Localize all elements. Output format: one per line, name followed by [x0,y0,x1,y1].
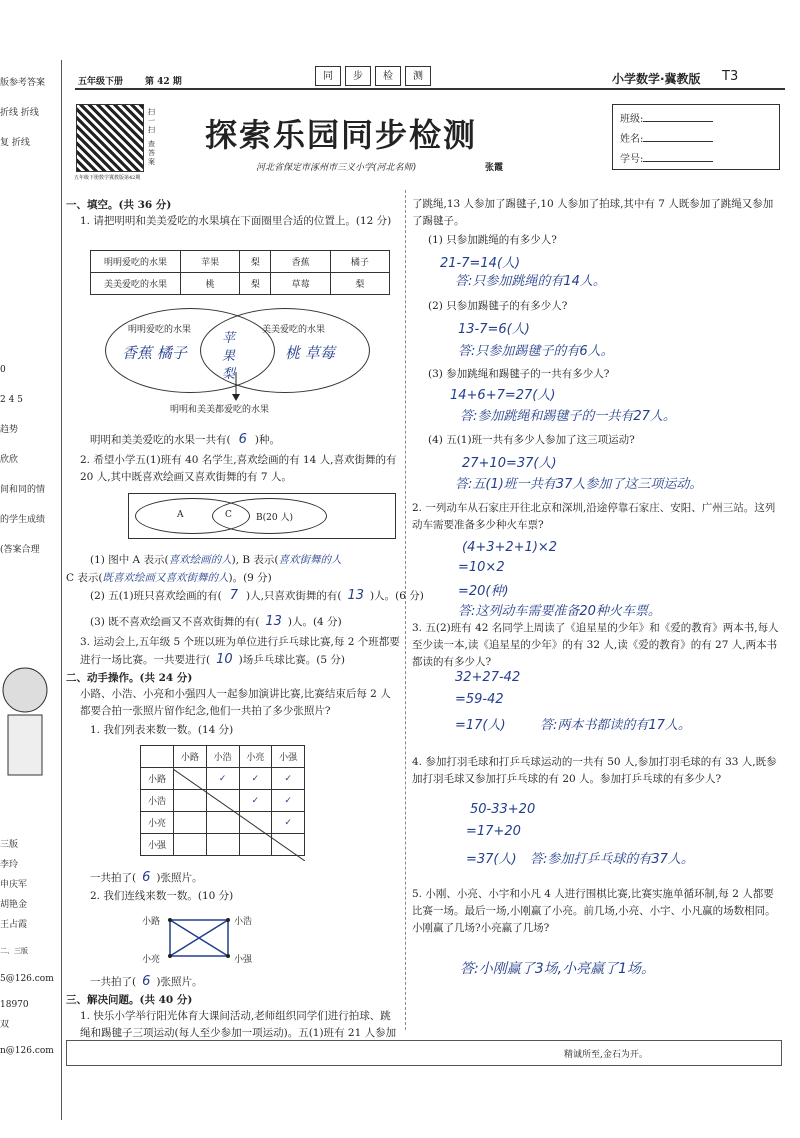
section-1-title: 一、填空。(共 36 分) [66,199,172,211]
section-2-title: 二、动手操作。(共 24 分) [66,672,193,684]
node-label: 小亮 [142,955,161,965]
hw-4a: 50-33+20 [470,802,536,817]
s2-intro: 小路、小浩、小亮和小强四人一起参加演讲比赛,比赛结束后每 2 人都要合拍一张照片留作纪念,他们一共拍了多少张照片? [80,688,391,717]
s1-q2a: (1) 图中 A 表示(喜欢绘画的人), B 表示(喜欢街舞的人 [90,554,342,566]
hw-venn-left: 香蕉 橘子 [122,344,187,362]
s1-q2c: (3) 既不喜欢绘画又不喜欢街舞的有( 13 )人。(4 分) [90,614,342,629]
hw-1-2a: 13-7=6(人) [458,322,530,337]
strip-item: 2 4 5 [0,395,23,405]
hw-2a: (4+3+2+1)×2 [462,540,558,555]
s3-q3: 3. 五(2)班有 42 名同学上周读了《追星星的少年》和《爱的教育》两本书,每人至少读一本,读《追星星的少年》的有 32 人,读《爱的教育》的有 27 人,两本书都读的有多少人? [412,622,779,668]
hw-4c: =37(人) [466,852,517,867]
strip-item: 复 折线 [0,138,30,148]
venn-arrow [229,372,243,402]
left-strip-list-2 [0,355,62,565]
qr-caption-2: 查答案 [148,140,155,166]
issue-label: 第 42 期 [145,77,182,87]
hw-3c: =17(人) [455,718,506,733]
photo-table: 小路 小浩 小亮 小强 小路 ✓ ✓ ✓ 小浩 ✓ ✓ 小亮 ✓ 小强 [140,745,305,856]
node-label: 小浩 [234,917,253,927]
footer-motto: 精诚所至,金石为开。 [564,1050,648,1060]
strip-item: 的学生成绩 [0,515,46,525]
s2-ans2: 一共拍了( 6 )张照片。 [90,974,203,989]
hw-4b: =17+20 [466,824,521,839]
class-field[interactable]: 班级: [620,110,713,130]
hw-1-1a: 21-7=14(人) [440,256,521,271]
hw-2d: 答:这列动车需要准备20种火车票。 [458,604,661,619]
hw-2c: =20(种) [458,584,509,599]
s2-q2: 2. 我们连线来数一数。(10 分) [90,890,234,902]
s1-q3: 3. 运动会上,五年级 5 个班以班为单位进行乒乓球比赛,每 2 个班都要进行一场比赛。一共要进行( 10 )场乒乓球比赛。(5 分) [80,636,400,667]
section-3-title: 三、解决问题。(共 40 分) [66,994,193,1006]
s1-q1b: 明明和美美爱吃的水果一共有( 6 )种。 [90,432,280,447]
footer-bar [66,1040,782,1066]
s2-q1: 1. 我们列表来数一数。(14 分) [90,724,234,736]
hw-4d: 答:参加打乒乓球的有37人。 [530,852,694,867]
id-field[interactable]: 学号: [620,150,713,170]
qr-caption: 扫一扫 [148,108,155,134]
s3-q1-3: (3) 参加跳绳和踢毽子的一共有多少人? [428,368,610,380]
fruit-table: 明明爱吃的水果 苹果 梨 香蕉 橘子 美美爱吃的水果 桃 梨 草莓 梨 [90,250,390,295]
s3-q4: 4. 参加打羽毛球和打乒乓球运动的一共有 50 人,参加打羽毛球的有 33 人,既参加打羽毛球又参加打乒乓球的有 20 人。参加打乒乓球的有多少人? [412,756,777,785]
hw-3a: 32+27-42 [455,670,521,685]
student-fields [620,110,713,170]
venn-left-label: 明明爱吃的水果 [128,325,192,335]
venn2-c: C [225,510,232,520]
s3-q1-cont: 了跳绳,13 人参加了踢毽子,10 人参加了拍球,其中有 7 人既参加了跳绳又参加了踢毽子。 [412,198,774,227]
s3-q1-1: (1) 只参加跳绳的有多少人? [428,234,557,246]
s3-q1-4: (4) 五(1)班一共有多少人参加了这三项运动? [428,434,635,446]
s1-q2b: (2) 五(1)班只喜欢绘画的有( 7 )人,只喜欢街舞的有( 13 )人。(6 分) [90,588,424,603]
node-label: 小强 [234,955,253,965]
s3-q1-2: (2) 只参加踢毽子的有多少人? [428,300,568,312]
s3-q1: 1. 快乐小学举行阳光体育大课间活动,老师组织同学们进行拍球、跳绳和踢毽子三项运动(每人至少参加一项运动)。五(1)班有 21 人参加 [80,1010,397,1039]
qr-tiny-text: 五年级下册数学冀教版第42期 [74,175,141,181]
child-illustration [0,650,50,800]
venn2-a: A [177,510,184,520]
table-diagonal [173,769,305,861]
hw-1-3b: 答:参加跳绳和踢毽子的一共有27人。 [460,409,676,424]
strip-item: 间和同的情 [0,485,46,495]
connection-diagram [168,918,232,960]
hw-3b: =59-42 [455,692,504,707]
strip-item: (答案合理 [0,545,40,555]
qr-code[interactable] [76,104,144,172]
s1-q2a-2: C 表示(既喜欢绘画又喜欢街舞的人)。(9 分) [66,572,272,584]
hw-1-4b: 答:五(1)班一共有37人参加了这三项运动。 [455,477,703,492]
hw-venn-mid: 苹果 梨 [222,331,236,382]
strip-item: 欣欣 [0,455,19,465]
s1-q1: 1. 请把明明和美美爱吃的水果填在下面圈里合适的位置上。(12 分) [80,215,392,227]
hw-1-3a: 14+6+7=27(人) [450,388,556,403]
page-code: T3 [722,69,739,84]
s3-q5: 5. 小刚、小亮、小宇和小凡 4 人进行围棋比赛,比赛实施单循环制,每 2 人都要比赛一场。最后一场,小刚赢了小亮。前几场,小亮、小宇、小凡赢的场数相同。小刚赢了几场?小亮赢了几场? [412,888,776,934]
page-title: 探索乐园同步检测 [205,116,478,154]
hw-3d: 答:两本书都读的有17人。 [540,718,691,733]
node-label: 小路 [142,917,161,927]
strip-item: 0 [0,365,6,375]
author-name: 张霞 [485,163,504,173]
s2-ans1: 一共拍了( 6 )张照片。 [90,870,203,885]
left-strip-list [0,68,62,158]
venn-bottom-label: 明明和美美都爱吃的水果 [170,405,270,415]
subject-label: 小学数学·冀教版 [612,72,701,86]
grade-label: 五年级下册 [78,77,124,87]
strip-item: 版参考答案 [0,78,46,88]
hw-2b: =10×2 [458,560,505,575]
hw-5: 答:小刚赢了3场,小亮赢了1场。 [460,961,655,977]
name-field[interactable]: 姓名: [620,130,713,150]
strip-item: 趋势 [0,425,19,435]
strip-item: 折线 折线 [0,108,39,118]
hw-1-1b: 答:只参加跳绳的有14人。 [455,274,606,289]
hw-venn-right: 桃 草莓 [285,344,335,362]
column-divider [405,190,406,1030]
venn-right-label: 美美爱吃的水果 [262,325,326,335]
left-strip-editors: 三版 李玲 申庆军 胡艳金 王占霞 二、三版 5@126.com 18970 双 n@126.com [0,840,54,1056]
s1-q2: 2. 希望小学五(1)班有 40 名学生,喜欢绘画的有 14 人,喜欢街舞的有 20 人,其中既喜欢绘画又喜欢街舞的有 7 人。 [80,454,397,483]
hw-1-4a: 27+10=37(人) [462,456,557,471]
hw-1-2b: 答:只参加踢毽子的有6人。 [458,344,614,359]
author-line: 河北省保定市涿州市三义小学(河北名师) [256,163,417,173]
header-tabs: 同 步 检 测 [315,66,431,86]
venn2-b: B(20 人) [256,513,293,523]
s3-q2: 2. 一列动车从石家庄开往北京和深圳,沿途停靠石家庄、安阳、广州三站。这列动车需要准备多少种火车票? [412,502,776,531]
